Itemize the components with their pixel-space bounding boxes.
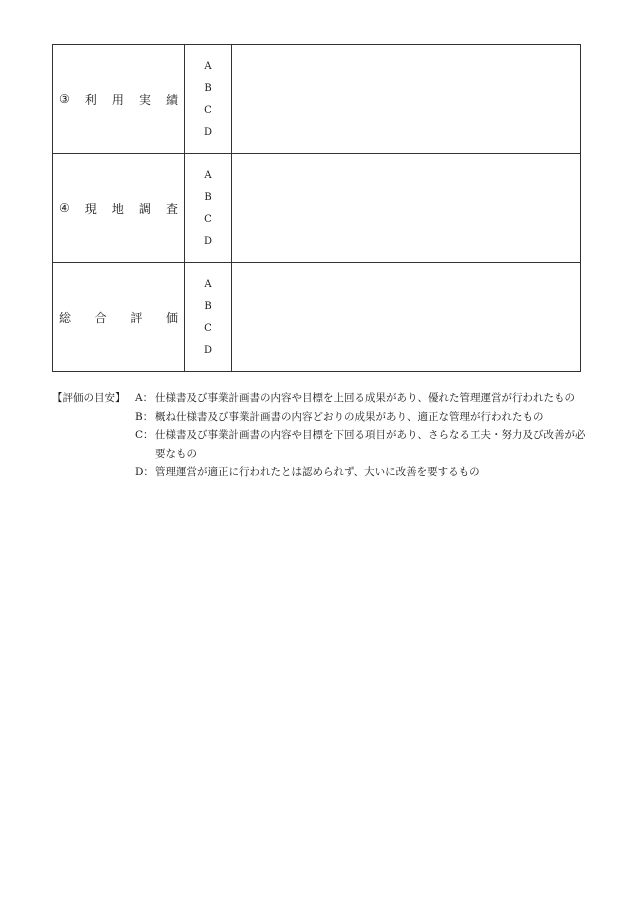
evaluation-row-overall xyxy=(53,263,581,372)
grade-cell xyxy=(185,45,232,154)
guide-item-d xyxy=(52,463,592,482)
evaluation-table xyxy=(52,44,581,372)
grade-options xyxy=(185,60,231,139)
guide-text: 概ね仕様書及び事業計画書の内容どおりの成果があり、適正な管理が行われたもの xyxy=(155,410,544,423)
guide-text: 仕様書及び事業計画書の内容や目標を上回る成果があり、優れた管理運営が行われたもの xyxy=(155,392,575,404)
label-char: 合 xyxy=(94,310,107,325)
guide-heading-spacer xyxy=(52,426,135,463)
label-char: 調 xyxy=(138,201,151,216)
grade-cell xyxy=(185,263,232,372)
guide-item-c xyxy=(52,426,592,463)
label-char: 績 xyxy=(165,92,178,107)
guide-item-a xyxy=(52,389,592,408)
row-label xyxy=(53,200,184,217)
grade-a: A xyxy=(204,169,212,181)
guide-text: 管理運営が適正に行われたとは認められず、大いに改善を要するもの xyxy=(155,466,480,478)
grade-options xyxy=(185,169,231,248)
label-char: 評 xyxy=(130,310,143,325)
comment-cell xyxy=(232,154,581,263)
grade-a: A xyxy=(204,278,212,290)
grade-options xyxy=(185,278,231,357)
grade-b: B xyxy=(204,300,212,312)
grade-d: D xyxy=(203,344,213,356)
guide-letter: D： xyxy=(135,466,154,478)
grade-b: B xyxy=(204,191,212,203)
row-label xyxy=(53,309,184,326)
guide-item-b xyxy=(52,408,592,427)
grade-a: A xyxy=(204,60,212,72)
evaluation-row-site-survey xyxy=(53,154,581,263)
guide-heading-spacer xyxy=(52,408,135,427)
row-label-cell xyxy=(53,45,185,154)
guide-heading-spacer xyxy=(52,463,135,482)
grade-c: C xyxy=(204,213,212,225)
comment-cell xyxy=(232,45,581,154)
label-char: 価 xyxy=(165,310,178,325)
evaluation-row-usage-results xyxy=(53,45,581,154)
label-char: 利 xyxy=(84,92,97,107)
comment-cell xyxy=(232,263,581,372)
grade-d: D xyxy=(203,235,213,247)
label-char: ④ xyxy=(59,201,70,215)
grade-b: B xyxy=(204,82,212,94)
guide-letter: A： xyxy=(135,392,154,404)
evaluation-guide xyxy=(52,389,592,482)
guide-text: 仕様書及び事業計画書の内容や目標を下回る項目があり、さらなる工夫・努力及び改善が必要なもの xyxy=(155,429,586,460)
row-label-cell xyxy=(53,154,185,263)
label-char: ③ xyxy=(59,92,70,106)
label-char: 現 xyxy=(84,201,97,216)
label-char: 実 xyxy=(138,92,151,107)
grade-cell xyxy=(185,154,232,263)
label-char: 査 xyxy=(165,201,178,216)
row-label xyxy=(53,91,184,108)
guide-letter: C： xyxy=(135,429,154,441)
guide-heading: 【評価の目安】 xyxy=(52,392,126,404)
grade-c: C xyxy=(204,104,212,116)
label-char: 用 xyxy=(111,92,124,107)
grade-d: D xyxy=(203,126,213,138)
label-char: 総 xyxy=(59,310,72,325)
guide-letter: B： xyxy=(135,410,154,423)
row-label-cell xyxy=(53,263,185,372)
grade-c: C xyxy=(204,322,212,334)
label-char: 地 xyxy=(111,201,124,216)
